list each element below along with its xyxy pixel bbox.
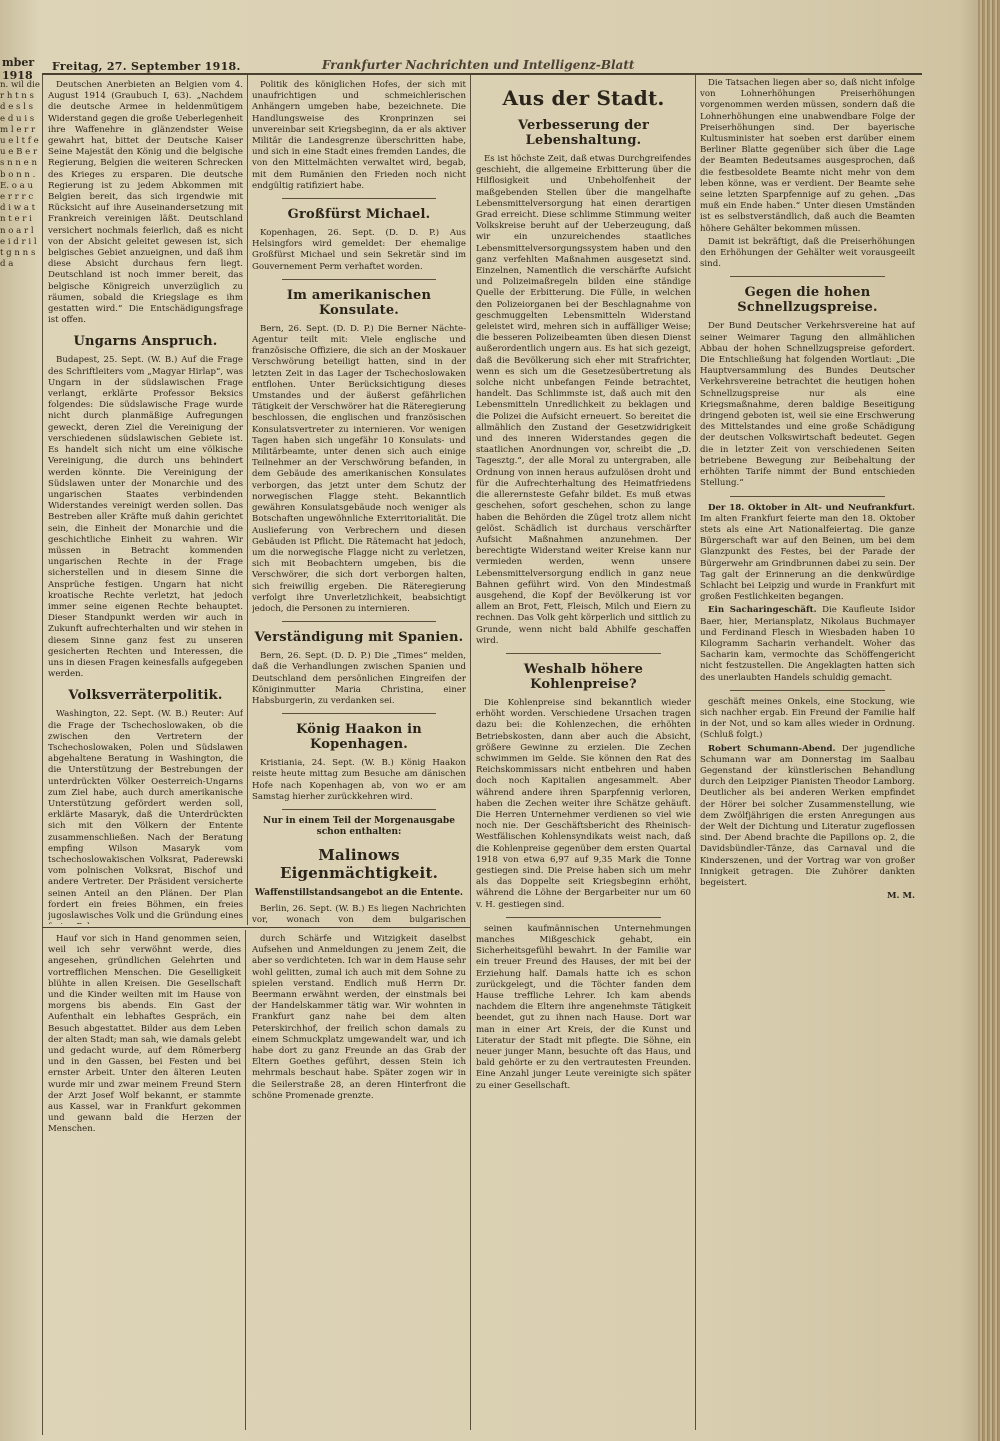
article-text-body: Die Kaufleute Isidor Baer, hier, Meriansplatz, Nikolaus Buchmayer und Ferdinand Flesch in Wiesbaden haben 10 Kilogramm Sacharin verhandelt. Woher das Sacharin kam, vermochte das Schöffengericht nicht festzustellen. Die Angeklagten hatten sich des unerlaubten Handels schuldig gemacht. — [700, 605, 915, 683]
divider — [282, 279, 436, 280]
column-1 — [48, 80, 243, 924]
masthead: Frankfurter Nachrichten und Intelligenz-Blatt — [322, 58, 635, 72]
subheadline: Waffenstillstandsangebot an die Entente. — [254, 888, 464, 899]
divider — [282, 621, 436, 622]
article-text: Hauf vor sich in Hand genommen seien, weil ich sehr verwöhnt werde, dies angesehen, gründlichen Gelehrten und vortrefflichen Menschen. Die Geselligkeit blühte in allen Kreisen. Die Gesellschaft und die Kinder weilten mit im Hause von morgens bis abends. Ein Gast der Aufenthalt ein lebhaftes Gespräch, ein Besuch abgestattet. Bilder aus dem Leben der alten Stadt; man sah, wie damals gelebt und gedacht wurde, auf dem Römerberg und in den Gassen, bei Festen und bei ernster Arbeit. Unter den älteren Leuten wurde mir und zwar meinem Freund Stern der Arzt Josef Wolf bekannt, er stammte aus Kassel, war in Frankfurt gekommen und gewann bald die Herzen der Menschen. — [48, 934, 241, 1135]
headline-amerikanischen-konsulate: Im amerikanischen Konsulate. — [286, 287, 432, 318]
column-3 — [476, 78, 691, 1428]
author-signature: M. M. — [886, 891, 915, 902]
article-text: Kopenhagen, 26. Sept. (D. D. P.) Aus Helsingfors wird gemeldet: Der ehemalige Großfürst Michael und sein Sekretär sind im Gouvernement Perm verhaftet worden. — [252, 228, 466, 272]
article-text: seinen kaufmännischen Unternehmungen manches Mißgeschick gehabt, ein Sicherheitsgefühl bewahrt. In der Familie war ein treuer Freund des Hauses, der mit bei der Erziehung half. Damals hatte ich es schon zurückgelegt, und die Töchter fanden dem Hause treffliche Lehrer. Ich kam abends nachdem die Eltern ihre angenehmste Tätigkeit beendet, gut zu ihnen nach Hause. Dort war man in einer Art Kreis, der die Kunst und Literatur der Stadt mit pflegte. Die Söhne, ein neuer junger Mann, besuchte oft das Haus, und bald gehörte er zu den vertrautesten Freunden. Eine Anzahl junger Leute vereinigte sich später zu einer Gesellschaft. — [476, 923, 691, 1091]
feuilleton-rule — [42, 927, 470, 928]
prev-page-header-fragment: mber 1918 — [2, 56, 35, 82]
headline-verstaendigung-spanien: Verständigung mit Spanien. — [254, 630, 464, 646]
lead-phrase: Der 18. Oktober in Alt- und Neufrankfurt. — [708, 502, 915, 513]
column-rule — [247, 75, 248, 925]
headline-schnellzugspreise: Gegen die hohen Schnellzugspreise. — [737, 285, 878, 316]
article-text: Budapest, 25. Sept. (W. B.) Auf die Frage des Schriftleiters vom „Magyar Hirlap“, was Ungarn in der südslawischen Frage verlangt, erklärte Professor Beksics folgendes: Die südslawische Frage wurde nicht durch planmäßige Aufregungen geweckt, deren Ziel die Vereinigung der verschiedenen südslawischen Gebiete ist. Es handelt sich nicht um eine völkische Vereinigung, die durch uns behindert werden könnte. Die Vereinigung der Südslawen unter der Monarchie und des ungarischen Staates verbindenden Widerstandes vereinigt werden sollen. Das Bestreben aller Kräfte muß dahin gerichtet sein, die Einheit der Monarchie und die geschichtliche Einheit zu wahren. Wir müssen in Betracht kommenden ungarischen Rechte in der Frage sicherstellen und in diesem Sinne die Ansprüche festigen. Ungarn hat nicht kroatische Rechte verletzt, hat jedoch immer seine eigenen Rechte behauptet. Dieser Standpunkt werden wir auch in Zukunft aufrechterhalten und wir stehen in diesem Sinne ganz fest zu unseren gesicherten Rechten und Interessen, die uns in diesen Fragen keinesfalls aufgegeben werden. — [48, 355, 243, 680]
header-rule — [42, 73, 922, 75]
lead-phrase: Ein Sacharingeschäft. — [708, 605, 817, 616]
headline-koenig-haakon: König Haakon in Kopenhagen. — [296, 722, 422, 753]
divider — [730, 496, 885, 497]
edition-note: Nur in einem Teil der Morgenausgabe schon enthalten: — [263, 815, 455, 838]
article-text: Damit ist bekräftigt, daß die Preiserhöhungen den Erhöhungen der Gehälter weit vorausgeeilt sind. — [700, 236, 915, 270]
article-text: Bern, 26. Sept. (D. D. P.) Die „Times“ melden, daß die Verhandlungen zwischen Spanien und Deutschland dem persönlichen Eingreifen der Königinmutter Maria Christina, einer Habsburgerin, zu verdanken sei. — [252, 651, 466, 706]
article-text — [700, 744, 915, 890]
article-text: Deutschen Anerbieten an Belgien vom 4. August 1914 (Graubuch I, 63). „Nachdem die deutsche Armee in heldenmütigem Widerstand gegen die große Ueberlegenheit ihre Waffenehre in glänzendster Weise gewahrt hat, bittet der Deutsche Kaiser Seine Majestät den König und die belgische Regierung, Belgien die weiteren Schrecken des Krieges zu ersparen. Die deutsche Regierung ist zu jedem Abkommen mit Belgien bereit, das sich irgendwie mit Rücksicht auf ihre Auseinandersetzung mit Frankreich vereinigen läßt. Deutschland versichert nochmals feierlich, daß es nicht von der Absicht geleitet gewesen ist, sich belgisches Gebiet anzueignen, und daß ihm diese Absicht durchaus fern liegt. Deutschland ist noch immer bereit, das belgische Königreich unverzüglich zu räumen, sobald die Kriegslage es ihm gestatten wird.“ Die Entschädigungsfrage ist offen. — [48, 80, 243, 326]
previous-page-stub: n. wil die r h t n s d e s l s e d u i s m l e r r u e l t f e u e B e r s n n e n b o n n . E. o a u e r r r c d i w a t n t e r i n o a r l e i d r i l t g n n s d a — [0, 80, 40, 270]
article-text — [700, 503, 915, 604]
headline-ungarns-anspruch: Ungarns Anspruch. — [73, 334, 218, 350]
article-text: Kristiania, 24. Sept. (W. B.) König Haakon reiste heute mittag zum Besuche am dänischen Hofe nach Kopenhagen ab, von wo er am Samstag hierher zurückkehren wird. — [252, 758, 466, 802]
column-2 — [252, 80, 466, 924]
article-text — [700, 605, 915, 683]
article-text: durch Schärfe und Witzigkeit daselbst Aufsehen und Anmeldungen zu jenem Zeit, die aber so verdichteten. Ich war in dem Hause sehr wohl gelitten, zumal ich auch mit dem Sohne zu spielen verstand. Endlich muß Herrn Dr. Beermann erwähnt werden, der einstmals bei der Handelskammer tätig war. Wir wohnten in Frankfurt ganz nahe bei dem alten Peterskirchhof, der freilich schon damals zu einem Schmuckplatz umgewandelt war, und ich habe dort zu ganz Freunde an das Grab der Eltern Goethes geführt, dessen Stein ich mehrmals beschaut habe. Später zogen wir in die Seilerstraße 28, an deren Hinterfront die schöne Promenade grenzte. — [252, 934, 466, 1101]
section-title-aus-der-stadt: Aus der Stadt. — [502, 86, 665, 110]
page-edge-stack — [978, 0, 1000, 1441]
article-text-body: Im alten Frankfurt feierte man den 18. Oktober stets als eine Art Nationalfeiertag. Die ganze Bürgerschaft war auf den Beinen, um bei dem Glanzpunkt des Festes, bei der Parade der Bürgerwehr am Grindbrunnen dabei zu sein. Der Tag galt der Erinnerung an die denkwürdige Schlacht bei Leipzig und wurde in Frankfurt mit großen Festlichkeiten begangen. — [700, 513, 915, 603]
article-text: Washington, 22. Sept. (W. B.) Reuter: Auf die Frage der Tschechoslowaken, ob die zwischen den Vertretern der Tschechoslowaken, Polen und Südslawen abgehaltene Beratung in Washington, die die Unterstützung der Bestrebungen der unterdrückten Völker Oesterreich-Ungarns zum Ziel habe, auch durch amerikanische Unterstützung gefördert werden soll, erklärte Masaryk, daß die Unterdrückten sich mit den Völkern der Entente zusammenschließen. Nach der Beratung empfing Wilson Masaryk vom tschechoslowakischen Volksrat, Paderewski vom polnischen Volksrat, Bischof und andere Vertreter. Der Präsident versicherte seinen Anteil an den Plänen. Der Plan fordert ein freies Böhmen, ein freies jugoslawisches Volk und die Gründung eines — [48, 709, 243, 922]
headline-malinows-eigenmaechtigkeit: Malinows Eigenmächtigkeit. — [280, 846, 438, 883]
article-text: Die Tatsachen liegen aber so, daß nicht infolge von Lohnerhöhungen Preiserhöhungen vorgenommen werden müssen, sondern daß die Lohnerhöhungen eine unabwendbare Folge der Preiserhöhungen sind. Der bayerische Kultusminister hat soeben erst darüber einem Berliner Blatte gegenüber sich über die Lage der Beamten Bedeutsames ausgesprochen, daß die festbesoldete Beamte nicht mehr von dem leben könne, was er verdient. Der Beamte sehe seine letzten Sparpfennige auf zu gehen. „Das muß ein Ende haben.“ Unter diesen Umständen ist es selbstverständlich, daß auch die Beamten höhere Gehälter bekommen müssen. — [700, 78, 915, 234]
column-rule — [245, 930, 246, 1430]
headline-lebenshaltung: Verbesserung der Lebenshaltung. — [517, 118, 650, 148]
column-rule — [470, 75, 471, 1430]
column-rule — [42, 75, 43, 1435]
article-text: geschäft meines Onkels, eine Stockung, wie sich nachher ergab. Ein Freund der Familie half in der Not, und so kam alles wieder in Ordnung. (Schluß folgt.) — [700, 696, 915, 741]
divider — [282, 198, 436, 199]
lead-phrase: Robert Schumann-Abend. — [708, 743, 836, 754]
article-text: Die Kohlenpreise sind bekanntlich wieder erhöht worden. Verschiedene Ursachen tragen dazu bei: die Kohlenzechen, die erhöhten Betriebskosten, dann aber auch die Absicht, größere Gewinne zu erzielen. Die Zechen schwimmen im Gelde. Sie können den Rat des Reichskommissars nicht entbehren und haben doch noch Kapitalien angesammelt. Aber während andere ihren Sparpfennig verloren, haben die Zechen weiter ihre Schätze gehäuft. Die Herren Unternehmer verdienen so viel wie noch nie. Der Geschäftsbericht des Rheinisch-Westfälischen Kohlensyndikats weist nach, daß die Kohlenpreise gegenüber dem ersten Quartal 1918 von etwa 6,97 auf 9,35 Mark die Tonne gestiegen sind. Die Preise haben sich um mehr als das Doppelte seit Kriegsbeginn erhöht, während die Löhne der Bergarbeiter nur um 60 v. H. gestiegen sind. — [476, 697, 691, 910]
divider — [730, 690, 885, 691]
article-text: Es ist höchste Zeit, daß etwas Durchgreifendes geschieht, die allgemeine Erbitterung über die Hilflosigkeit und Unbeholfenheit der maßgebenden Stellen über die mangelhafte Lebensmittelversorgung hat einen derartigen Grad erreicht. Diese schlimme Stimmung weiter Volkskreise beruht auf der Ueberzeugung, daß wir ein unzureichendes staatliches Lebensmittelversorgungssystem haben und den ganz verfehlten Maßnahmen ausgesetzt sind. Einzelnen, Namentlich die verschärfte Aufsicht und Polizeimaßregeln bilden eine ständige Quelle der Erbitterung. Die Fülle, in welchen den Polizeiorganen bei der Beschlagnahme von geschmuggelten Lebensmitteln Widerstand geleistet wird, mehren sich in auffälliger Weise; die besseren Polizeibeamten üben diesen Dienst außerordentlich ungern aus. Es hat sich gezeigt, daß die Bevölkerung sich eher mit Strafrichter, wenn es sich um die Gesetzesübertretung als solche nicht unbefangen Feinde betrachtet, handelt. Das Schlimmste ist, daß auch mit den Lebensmitteln Unredlichkeit zu beklagen und die Polizei die Aufsicht erneuert. So bereitet die allmählich den Zustand der Gesetzwidrigkeit und des inneren Widerstandes gegen die staatlichen Anordnungen vor, schreibt die „D. Tagesztg.“, der alle Moral zu untergraben, alle Ordnung von innen heraus aufzulösen droht und für die Aufrechterhaltung des Heimatfriedens die allerernsteste Gefahr bildet. Es muß etwas geschehen, sofort geschehen, schon zu lange haben die Behörden die Zügel trotz allem nicht gelöst. Schädlich ist durchaus verschärfter Aufsicht Maßnahmen anzunehmen. Der berechtigte Widerstand weiter Kreise kann nur vermieden werden, wenn unsere Lebensmittelversorgung endlich in ganz neue Bahnen geführt wird. Von den Mindestmaß ausgehend, die Kopf der Bevölkerung ist vor allem an Brot, Fett, Fleisch, Milch und Eiern zu rechnen. Das Volk geht körperlich und sittlich zu Grunde, wenn nicht bald Abhilfe geschaffen wird. — [476, 154, 691, 646]
divider — [730, 276, 885, 277]
divider — [506, 653, 661, 654]
column-rule — [695, 75, 696, 1430]
headline-volksverraeterpolitik: Volksverräterpolitik. — [68, 688, 223, 704]
feuilleton-column-2 — [252, 934, 466, 1428]
divider — [282, 713, 436, 714]
article-text: Berlin, 26. Sept. (W. B.) Es liegen Nachrichten vor, wonach von dem bulgarischen — [252, 903, 466, 924]
divider — [282, 809, 436, 810]
headline-grossfuerst-michael: Großfürst Michael. — [287, 207, 431, 223]
headline-kohlenpreise: Weshalb höhere Kohlenpreise? — [523, 661, 644, 692]
article-text: Der Bund Deutscher Verkehrsvereine hat auf seiner Weimarer Tagung den allmählichen Abbau der hohen Schnellzugspreise gefordert. Die Entschließung hat folgenden Wortlaut: „Die Hauptversammlung des Bundes Deutscher Verkehrsvereine betrachtet die heutigen hohen Schnellzugspreise nur als eine Kriegsmaßnahme, deren baldige Beseitigung dringend geboten ist, weil sie eine Erschwerung des Mittelstandes und eine große Schädigung der deutschen Volkswirtschaft bedeutet. Gegen die in letzter Zeit von verschiedenen Seiten betriebene Bewegung zur Beibehaltung der erhöhten Tarife nimmt der Bund entschieden Stellung.“ — [700, 321, 915, 489]
article-text-body: Der jugendliche Schumann war am Donnerstag im Saalbau Gegenstand der künstlerischen Behandlung durch den Leipziger Pianisten Theodor Lamborg. Deutlicher als bei anderen Werken empfindet der Hörer bei solcher Zusammenstellung, wie dem Zwölfjährigen die ersten Anregungen aus der Welt der Dichtung und Literatur zugeflossen sind. Der Abend brachte die Papillons op. 2, die Davidsbündler-Tänze, das Carnaval und die Kinderszenen, und der Vortrag war von großer Innigkeit getragen. Die Zuhörer dankten begeistert. — [700, 743, 915, 888]
article-text: Politik des königlichen Hofes, der sich mit unaufrichtigen und schmeichlerischen Anhängern umgeben habe, bezeichnete. Die Handlungsweise des Kronprinzen sei unvereinbar seit Kriegsbeginn, da er als aktiver Militär die Landesgrenze überschritten habe, und sich in eine Stadt eines fremden Landes, die von den Mittelmächten verwaltet wird, begab, mit dem Rumänien den Frieden noch nicht endgültig ratifiziert habe. — [252, 80, 466, 191]
divider — [506, 917, 661, 918]
feuilleton-column-1 — [48, 934, 241, 1428]
issue-date: Freitag, 27. September 1918. — [52, 60, 241, 73]
article-text: Bern, 26. Sept. (D. D. P.) Die Berner Nächte-Agentur teilt mit: Viele englische und französische Offiziere, die sich an der Moskauer Verschwörung beteiligt hatten, sind in der letzten Zeit in das Lager der Tschechoslowaken entflohen. Unter Berücksichtigung dieses Umstandes und der äußerst gefährlichen Tätigkeit der Verschwörer hat die Räteregierung beschlossen, die englischen und französischen Konsulatsvertreter zu internieren. Vor wenigen Tagen haben sich ungefähr 10 Konsulats- und Militärbeamte, unter denen sich auch einige Teilnehmer an der Verschwörung befanden, in dem Gebäude des amerikanischen Konsulates verborgen, das jetzt unter dem Schutz der norwegischen Flagge steht. Bekanntlich gewähren Konsulatsgebäude noch weniger als Botschaften ungewöhnliche Exterritorialität. Die Auslieferung von Verbrechern und diesen Gebäuden ist Pflicht. Die Rätemacht hat jedoch, um die norwegische Flagge nicht zu verletzen, sich mit Beobachtern umgeben, bis die Verschwörer, die sich dort verborgen halten, sich freiwillig ergeben. Die Räteregierung verfolgt ihre Unverletzlichkeit, beabsichtigt jedoch, die Personen zu internieren. — [252, 323, 466, 614]
column-4 — [700, 78, 915, 1428]
